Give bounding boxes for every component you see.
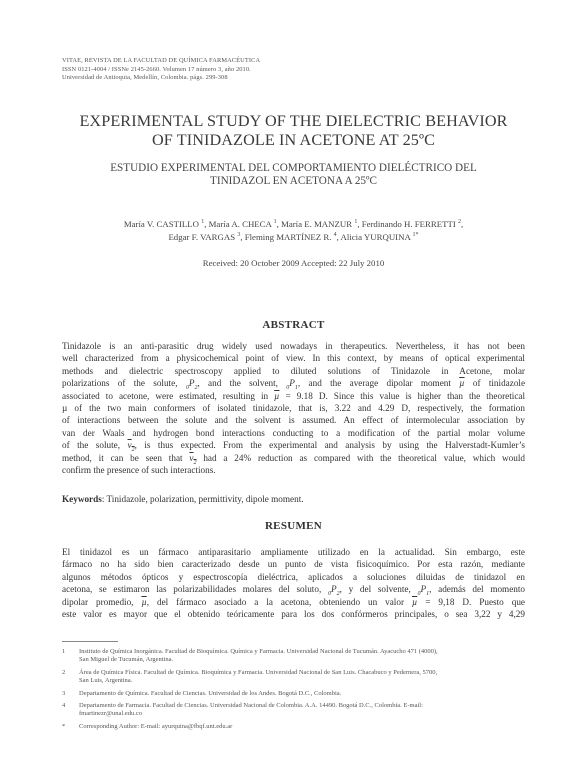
author-list — [40, 218, 547, 244]
abstract-line: polarizations of the solute, $_0P_2$, and the solvent, $_0P_1$, and the average dipolar moment µ of tinidazole — [62, 378, 526, 392]
author-affiliation: 2 — [457, 219, 461, 226]
abstract-heading: ABSTRACT — [262, 319, 325, 331]
paper-title — [40, 112, 547, 150]
received-accepted-dates: Received: 20 October 2009 Accepted: 22 July 2010 — [202, 258, 385, 268]
resumen-line: acetona, se estimaron las polarizabilidades molares del soluto, $_0P_2$, y del solvente, $_0P_1$, además del momento — [62, 584, 526, 598]
footnote-text: San Miguel de Tucumán, Argentina. — [79, 656, 174, 664]
abstract-line: of interactions between the solute and the solvent is assumed. An effect of intermolecular association by — [62, 415, 525, 426]
mu-symbol: µ — [274, 390, 280, 401]
author-name: , María E. MANZUR — [276, 219, 353, 229]
author-name: , María A. CHECA — [204, 219, 272, 229]
author-name: , Fleming MARTÍNEZ R. — [240, 232, 332, 242]
author-name: , Alicia YURQUINA — [336, 232, 411, 242]
footnote-email[interactable]: fmartinezr@unal.edu.co — [79, 710, 143, 718]
authors-line-2 — [40, 231, 547, 244]
authors-line-1 — [40, 218, 547, 231]
author-affiliation: 4 — [333, 232, 337, 239]
author-affiliation: 1 — [354, 219, 358, 226]
v-bar-symbol: $v_2$ — [127, 440, 135, 454]
resumen-line: algunos métodos ópticos y espectroscopía dieléctrica, aplicados a soluciones diluidas de tinidazol en — [62, 571, 525, 582]
footnote-number: 1 — [62, 648, 66, 655]
footnote-number: 2 — [62, 668, 66, 676]
mu-symbol: µ — [459, 378, 465, 389]
abstract-line: well characterized from a physicochemical point of view. In this context, by means of optical experimental — [62, 353, 525, 364]
mu-symbol: µ — [141, 596, 147, 607]
resumen-line: El tinidazol es un fármaco antiparasitario ampliamente utilizado en la actualidad. Sin embargo, este — [62, 547, 525, 557]
journal-issn: ISSN 0121-4004 / ISSNe 2145-2660. Volumen 17 número 3, año 2010. — [62, 65, 251, 73]
abstract-line: Tinidazole is an anti-parasitic drug widely used nowadays in therapeutics. Nevertheless, it has not been — [62, 341, 525, 351]
journal-header — [62, 57, 260, 83]
footnote — [62, 690, 525, 698]
footnote-text: Área de Química Física. Facultad de Química. Bioquímica y Farmacia. Universidad Nacional de San Luis. Chacabuco y Pedernera, 5700, — [79, 668, 438, 676]
abstract-line: of the solute, $v_2$, is thus expected. From the experimental and analysis by using the Halverstadt-Kumler’s — [62, 440, 526, 454]
mu-symbol: µ — [411, 596, 418, 607]
footnote — [62, 648, 525, 665]
footnotes — [62, 648, 525, 735]
footnote-number: 4 — [62, 702, 66, 710]
abstract-line: µ of the two main conformers of isolated tinidazole, that is, 3.22 and 4.29 D, respectively, the formation — [62, 403, 525, 414]
abstract-line: van der Waals and hydrogen bond interactions conducting to a modification of the partial molar volume — [62, 427, 525, 438]
title-line-1: EXPERIMENTAL STUDY OF THE DIELECTRIC BEHAVIOR — [79, 112, 508, 130]
footnote — [62, 669, 525, 686]
author-affiliation: 3 — [237, 232, 241, 239]
resumen-line: fármaco no ha sido bien caracterizado desde un punto de vista fisicoquímico. Por esta razón, mediante — [62, 559, 525, 570]
footnote-divider — [62, 641, 118, 642]
author-name: Edgar F. VARGAS — [168, 232, 236, 242]
resumen-line: este valor es mayor que el obtenido teóricamente para los dos confórmeros principales, o sea 3,22 y 4,29 — [62, 609, 525, 620]
abstract-line: method, it can be seen that $v_2$ had a 24% reduction as compared with the theoretical value, which would — [62, 452, 526, 466]
keywords — [62, 494, 525, 504]
resumen-line: dipolar promedio, µ, del fármaco asociado a la acetona, obteniendo un valor µ = 9,18 D. Puesto que — [62, 596, 525, 607]
paper-subtitle-spanish — [40, 162, 547, 188]
author-affiliation: 1 — [201, 219, 205, 226]
footnote — [62, 702, 525, 719]
footnote-text: Departamento de Farmacia. Facultad de Ciencias. Universidad Nacional de Colombia. A.A. 14490. Bogotá D.C., Colombia. E-mail: — [79, 702, 423, 710]
footnote-text: Departamento de Química. Facultad de Ciencias. Universidad de los Andes. Bogotá D.C., Colombia. — [79, 689, 342, 697]
footnote-number: * — [62, 722, 66, 730]
footnote — [62, 723, 525, 731]
author-separator: , — [460, 219, 464, 229]
keywords-text: : Tinidazole, polarization, permittivity, dipole moment. — [101, 494, 304, 504]
footnote-number: 3 — [62, 689, 66, 697]
author-name: , Ferdinando H. FERRETTI — [357, 219, 456, 229]
corresponding-author[interactable]: Corresponding Author: E-mail: ayurquina@fbqf.unt.edu.ar — [79, 722, 233, 730]
abstract-line: confirm the presence of such interactions. — [62, 465, 216, 476]
subtitle-line-1: ESTUDIO EXPERIMENTAL DEL COMPORTAMIENTO DIELÉCTRICO DEL — [110, 162, 477, 174]
journal-publisher: Universidad de Antioquia, Medellín, Colombia. págs. 299-308 — [62, 74, 228, 82]
journal-name: VITAE, REVISTA DE LA FACULTAD DE QUÍMICA FARMACÉUTICA — [62, 57, 261, 64]
title-line-2: OF TINIDAZOLE IN ACETONE AT 25ºC — [152, 131, 435, 149]
resumen-heading: RESUMEN — [264, 520, 323, 532]
author-affiliation: 1 — [273, 219, 277, 226]
author-affiliation: 1* — [412, 232, 419, 239]
abstract-body — [62, 340, 525, 476]
abstract-line: associated to acetone, were estimated, resulting in µ = 9.18 D. Since this value is higher than the theoretical — [62, 390, 526, 401]
subtitle-line-2: TINIDAZOL EN ACETONA A 25ºC — [210, 175, 377, 187]
footnote-text: Instituto de Química Inorgánica. Facultad de Bioquímica. Química y Farmacia. Universidad Nacional de Tucumán. Ayacucho 471 (4000), — [79, 648, 438, 655]
v-bar-symbol: $v_2$ — [189, 452, 197, 466]
resumen-body — [62, 546, 525, 620]
keywords-label: Keywords — [62, 494, 102, 504]
abstract-line: methods and dielectric spectroscopy applied to diluted solutions of Tinidazole in Acetone, molar — [62, 365, 525, 376]
author-name: María V. CASTILLO — [123, 219, 199, 229]
footnote-text: San Luis, Argentina. — [79, 677, 133, 685]
